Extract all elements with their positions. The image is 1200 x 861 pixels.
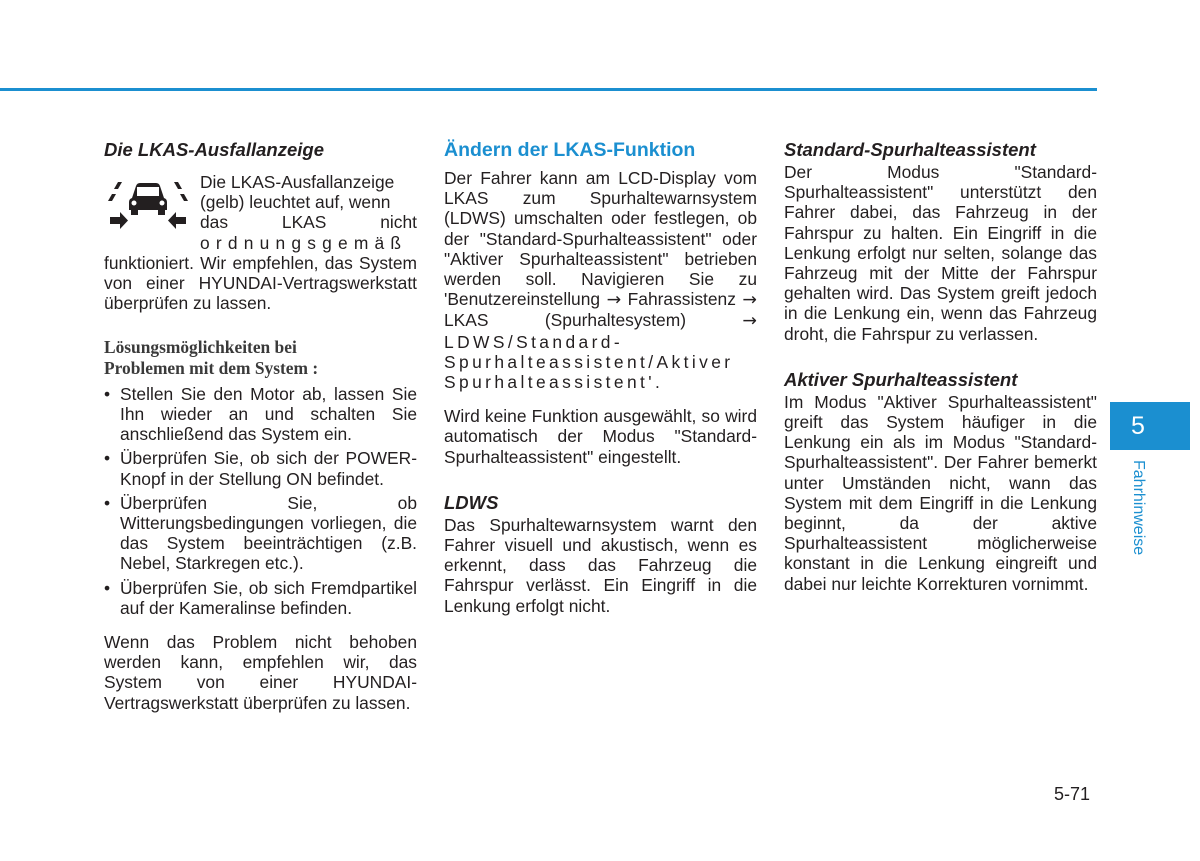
- active-assist-heading: Aktiver Spurhalteassistent: [784, 368, 1018, 390]
- list-item: • Stellen Sie den Motor ab, lassen Sie Ihn wieder an und schalten Sie anschließend das System ein.: [104, 384, 417, 445]
- intro-line: das LKAS nicht: [200, 212, 417, 233]
- intro-line: Die LKAS-Ausfallanzeige: [200, 172, 395, 192]
- default-mode-text: Wird keine Funktion ausgewählt, so wird automatisch der Modus "Standard-Spurhalteassistent" eingestellt.: [444, 406, 757, 467]
- list-item: • Überprüfen Sie, ob sich Fremdpartikel auf der Kameralinse befinden.: [104, 578, 417, 618]
- active-assist-text: Im Modus "Aktiver Spurhalteassistent" greift das System häufiger in die Lenkung ein als im Modus "Standard-Spurhalteassistent". Der Fahrer bemerkt unter Umständen nicht, wann das System mit dem Eingriff in die Lenkung beginnt, da der aktive Spurhalteassistent möglicherweise konstant in die Lenkung eingreift und dabei nur leichte Korrekturen vornimmt.: [784, 391, 1097, 594]
- list-item: • Überprüfen Sie, ob Witterungsbedingungen vorliegen, die das System beeinträchtigen (z.B. Nebel, Starkregen etc.).: [104, 493, 417, 574]
- page-number: 5-71: [1054, 784, 1091, 804]
- text-part: Fahrassistenz: [621, 289, 743, 310]
- intro-line: ordnungsgemäß: [200, 232, 408, 253]
- arrow-icon: →: [742, 311, 757, 332]
- solutions-list: [104, 384, 417, 618]
- ldws-text: Das Spurhaltewarnsystem warnt den Fahrer visuell und akustisch, wenn es erkennt, dass das Fahrzeug die Fahrspur verlässt. Ein Eingriff in die Lenkung erfolgt nicht.: [444, 514, 757, 616]
- lkas-fault-heading: Die LKAS-Ausfallanzeige: [104, 139, 324, 160]
- arrow-icon: →: [742, 290, 757, 311]
- list-item: • Überprüfen Sie, ob sich der POWER-Knopf in der Stellung ON befindet.: [104, 448, 417, 488]
- closing-text: Wenn das Problem nicht behoben werden kann, empfehlen wir, das System von einer HYUNDAI-Vertragswerkstatt überprüfen zu lassen.: [104, 632, 417, 713]
- change-lkas-heading: Ändern der LKAS-Funktion: [444, 139, 696, 161]
- intro-line: (gelb) leuchtet auf, wenn: [200, 192, 391, 213]
- standard-assist-heading: Standard-Spurhalteassistent: [784, 139, 1036, 160]
- solutions-heading-line: Problemen mit dem System :: [104, 357, 319, 378]
- ldws-heading: LDWS: [444, 491, 499, 513]
- top-rule: [0, 88, 1097, 91]
- chapter-label: Fahrhinweise: [1130, 460, 1147, 556]
- change-lkas-text: [444, 168, 757, 392]
- text-part: LKAS (Spurhaltesystem): [444, 310, 743, 331]
- text-part: LDWS/Standard-Spurhalteassistent/Aktiver Spurhalteassistent'.: [444, 331, 734, 393]
- chapter-number: 5: [1131, 412, 1145, 440]
- lkas-warning-icon: [104, 172, 192, 232]
- solutions-heading: [104, 337, 417, 377]
- column-left: [104, 138, 417, 713]
- text-part: Der Fahrer kann am LCD-Display vom LKAS zum Spurhaltewarnsystem (LDWS) umschalten oder festlegen, ob der "Standard-Spurhalteassistent" oder "Aktiver Spurhalteassistent" betrieben werden soll. Navigieren Sie zu 'Benutzereinstellung: [444, 168, 757, 310]
- standard-assist-text: Der Modus "Standard-Spurhalteassistent" unterstützt den Fahrer dabei, das Fahrzeug in der Fahrspur zu halten. Ein Eingriff in die Lenkung erfolgt nur selten, solange das Fahrzeug mit der Mitte der Fahrspur gehalten wird. Das System greift jedoch in die Lenkung ein, wenn das Fahrzeug droht, die Fahrspur zu verlassen.: [784, 162, 1097, 344]
- lkas-fault-text: funktioniert. Wir empfehlen, das System von einer HYUNDAI-Vertragswerkstatt überprüfen zu lassen.: [104, 252, 417, 314]
- column-middle: [444, 138, 757, 616]
- arrow-icon: →: [606, 290, 622, 311]
- column-right: [784, 138, 1097, 594]
- solutions-heading-line: Lösungsmöglichkeiten bei: [104, 337, 297, 358]
